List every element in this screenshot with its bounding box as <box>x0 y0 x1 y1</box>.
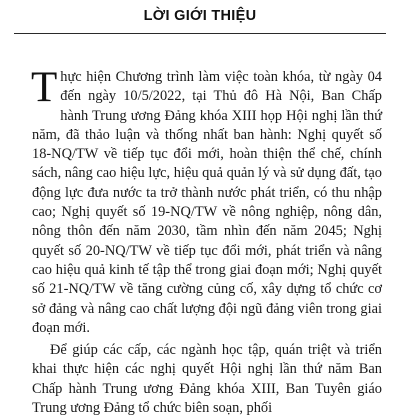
paragraph-purpose: Để giúp các cấp, các ngành học tập, quán triệt và triển khai thực hiện các nghị quyết Hội nghị lần thứ năm Ban Chấp hành Trung ương Đảng khóa XIII, Ban Tuyên giáo Trung ương Đảng tổ chức biên soạn, phối <box>32 342 382 417</box>
paragraph-intro-text: hực hiện Chương trình làm việc toàn khóa, từ ngày 04 đến ngày 10/5/2022, tại Thủ đô Hà Nội, Ban Chấp hành Trung ương Đảng khóa XIII họp Hội nghị lần thứ năm, đã thảo luận và thống nhất ban hành: Nghị quyết số 18-NQ/TW về tiếp tục đổi mới, hoàn thiện thể chế, chính sách, nâng cao hiệu lực, hiệu quả quản lý và sử dụng đất, tạo động lực đưa nước ta trở thành nước phát triển, có thu nhập cao; Nghị quyết số 19-NQ/TW về nông nghiệp, nông dân, nông thôn đến năm 2030, tầm nhìn đến năm 2045; Nghị quyết số 20-NQ/TW về tiếp tục đổi mới, phát triển và nâng cao hiệu quả kinh tế tập thể trong giai đoạn mới; Nghị quyết số 21-NQ/TW về tăng cường củng cố, xây dựng tổ chức cơ sở đảng và nâng cao chất lượng đội ngũ đảng viên trong giai đoạn mới. <box>32 69 382 336</box>
document-body <box>31 64 382 418</box>
drop-cap-letter: T <box>31 64 58 111</box>
paragraph-intro <box>31 64 382 338</box>
page-title: LỜI GIỚI THIỆU <box>143 8 257 24</box>
title-divider <box>14 33 386 34</box>
